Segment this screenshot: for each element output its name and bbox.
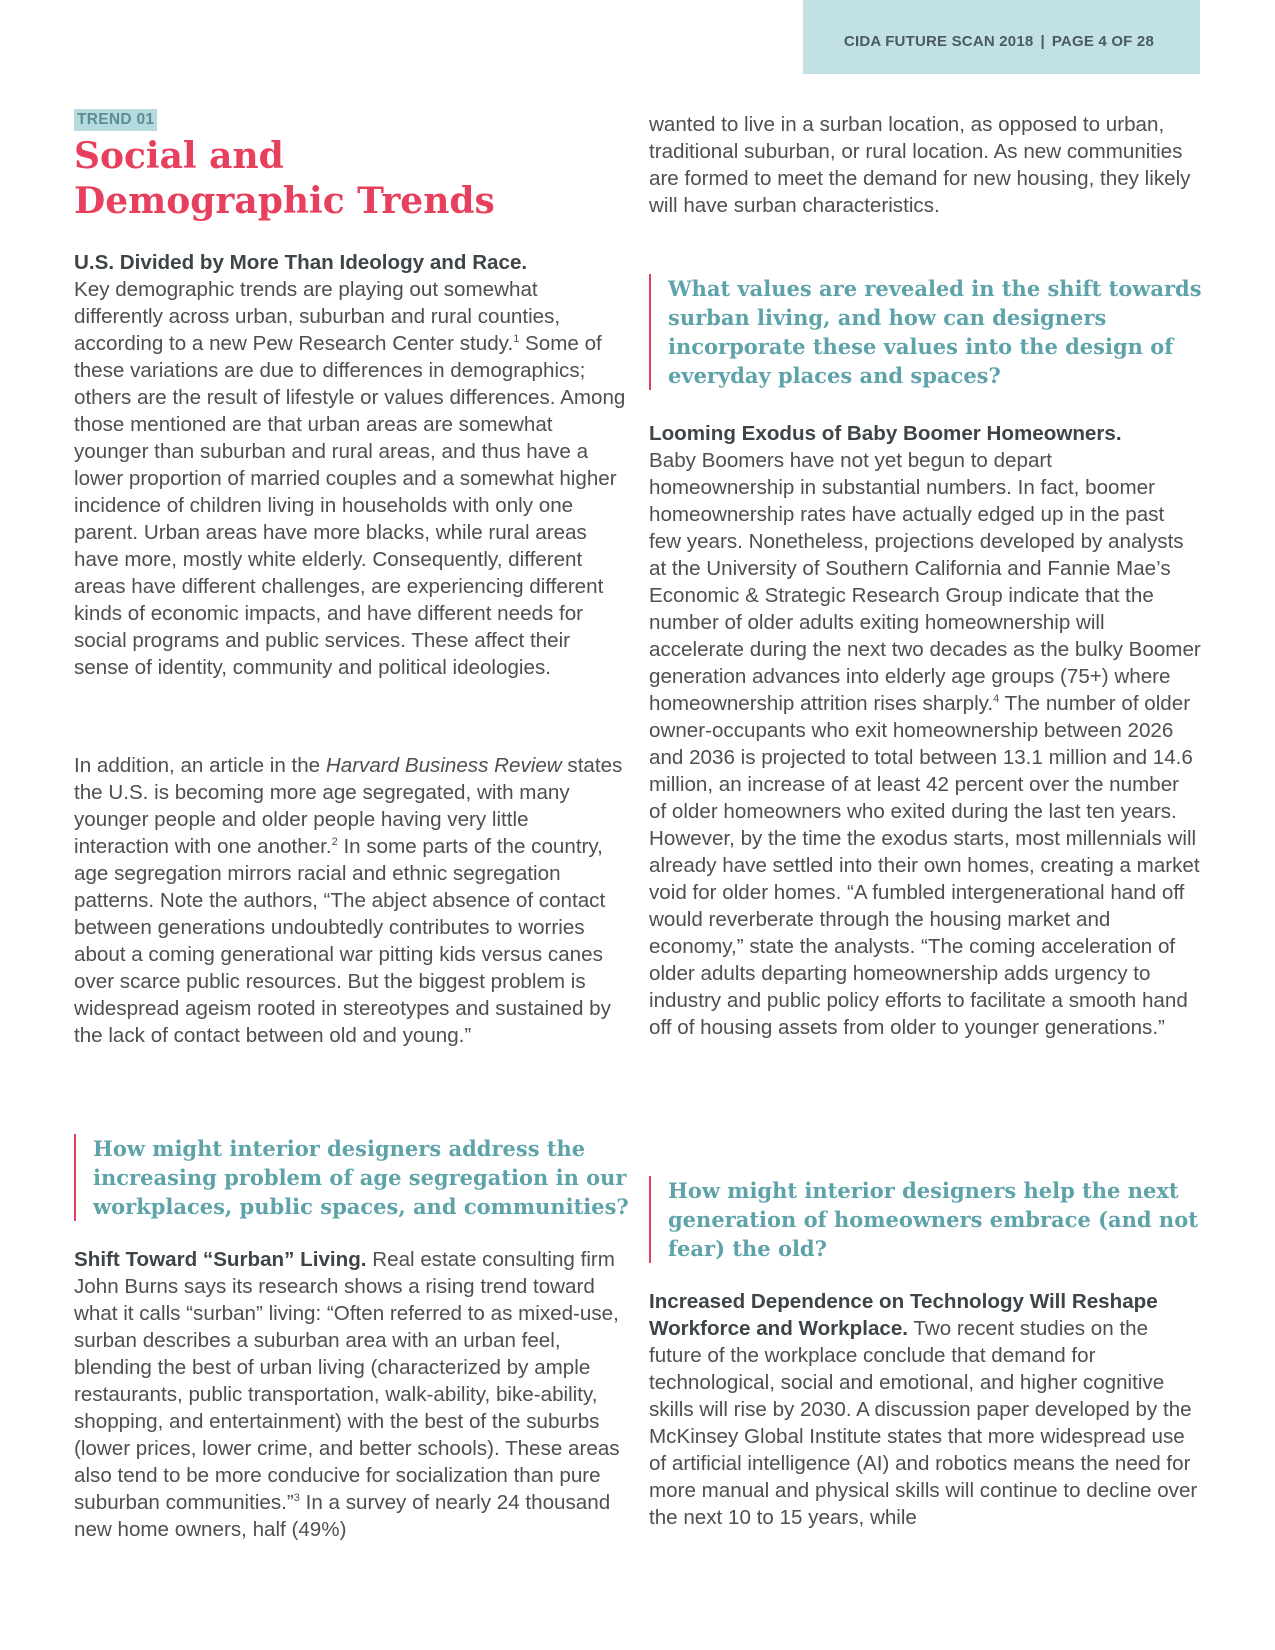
title-line-2: Demographic Trends [74,180,495,222]
header-separator: | [1040,32,1045,50]
segregation-body-1: states the U.S. is becoming more age segregated, with many younger people and older people having very little interaction with one another. [74,754,623,858]
section-heading-boomer: Looming Exodus of Baby Boomer Homeowners. [649,422,1122,445]
segregation-intro: In addition, an article in the [74,754,321,777]
divided-body-1: Key demographic trends are playing out somewhat differently across urban, suburban and rural counties, according to a new Pew Research Center study. [74,278,561,355]
surban-body-1: Real estate consulting firm John Burns says its research shows a rising trend toward what it calls “surban” living: “Often referred to as mixed-use, surban describes a suburban area with an urban feel, blending the best of urban living (characterized by ample restaurants, public transportation, walk-ability, bike-ability, shopping, and entertainment) with the best of the suburbs (lower prices, lower crime, and better schools). These areas also tend to be more conducive for socialization than pure suburban communities.” [74,1248,620,1514]
title-line-1: Social and [74,135,284,177]
footnote-3[interactable]: 3 [293,1492,300,1505]
divided-body-2: Some of these variations are due to differences in demographics; others are the result of lifestyle or values differences. Among those mentioned are that urban areas are somewhat younger than suburban and rural areas, and thus have a lower proportion of married couples and a somewhat higher incidence of children living in households with only one parent. Urban areas have more blacks, while rural areas have more, mostly white elderly. Consequently, different areas have different challenges, are experiencing different kinds of economic impacts, and have different needs for social programs and public services. These affect their sense of identity, community and political ideologies. [74,332,626,679]
section-divided [74,249,626,681]
section-segregation [74,752,626,1049]
page-header [803,0,1200,74]
publication-title: CIDA FUTURE SCAN 2018 [843,32,1034,50]
section-heading-divided: U.S. Divided by More Than Ideology and Race. [74,251,528,274]
pull-quote-surban-values: What values are revealed in the shift towards surban living, and how can designers incorporate these values into the design of everyday places and spaces? [649,274,1209,390]
footnote-2[interactable]: 2 [331,836,338,849]
section-technology [649,1288,1201,1531]
footnote-4[interactable]: 4 [993,693,1000,706]
trend-label: TREND 01 [74,109,157,131]
boomer-body-1: Baby Boomers have not yet begun to depart homeownership in substantial numbers. In fact, boomer homeownership rates have actually edged up in the past few years. Nonetheless, projections developed by analysts at the University of Southern California and Fannie Mae’s Economic & Strategic Research Group indicate that the number of older adults exiting homeownership will accelerate during the next two decades as the bulky Boomer generation advances into elderly age groups (75+) where homeownership attrition rises sharply. [649,449,1201,715]
section-surban-continued [649,111,1201,219]
segregation-body-2: In some parts of the country, age segregation mirrors racial and ethnic segregation patterns. Note the authors, “The abject absence of contact between generations undoubtedly contributes to worries about a coming generational war pitting kids versus canes over scarce public resources. But the biggest problem is widespread ageism rooted in stereotypes and sustained by the lack of contact between old and young.” [74,835,611,1047]
pull-quote-next-generation: How might interior designers help the next generation of homeowners embrace (and not fear) the old? [649,1176,1214,1263]
surban-continued: wanted to live in a surban location, as opposed to urban, traditional suburban, or rural location. As new communities are formed to meet the demand for new housing, they likely will have surban characteristics. [649,113,1191,217]
technology-body: Two recent studies on the future of the workplace conclude that demand for technological, social and emotional, and higher cognitive skills will rise by 2030. A discussion paper developed by the McKinsey Global Institute states that more widespread use of artificial intelligence (AI) and robotics means the need for more manual and physical skills will continue to decline over the next 10 to 15 years, while [649,1317,1198,1529]
section-heading-technology: Increased Dependence on Technology Will Reshape Workforce and Workplace. [649,1290,1158,1340]
section-surban [74,1246,626,1543]
publication-name: Harvard Business Review [325,754,562,777]
surban-body-2: In a survey of nearly 24 thousand new home owners, half (49%) [74,1491,611,1541]
pull-quote-age-segregation: How might interior designers address the increasing problem of age segregation in our workplaces, public spaces, and communities? [74,1134,634,1221]
boomer-body-2: The number of older owner-occupants who exit homeownership between 2026 and 2036 is projected to total between 13.1 million and 14.6 million, an increase of at least 42 percent over the number of older homeowners who exited during the last ten years. However, by the time the exodus starts, most millennials will already have settled into their own homes, creating a market void for older homes. “A fumbled intergenerational hand off would reverberate through the housing market and economy,” state the analysts. “The coming acceleration of older adults departing homeownership adds urgency to industry and public policy efforts to facilitate a smooth hand off of housing assets from older to younger generations.” [649,692,1200,1039]
footnote-1[interactable]: 1 [513,333,520,346]
section-boomer [649,420,1201,1041]
page-number: PAGE 4 OF 28 [1051,32,1154,50]
section-heading-surban: Shift Toward “Surban” Living. [74,1248,367,1271]
page-title [74,134,614,224]
